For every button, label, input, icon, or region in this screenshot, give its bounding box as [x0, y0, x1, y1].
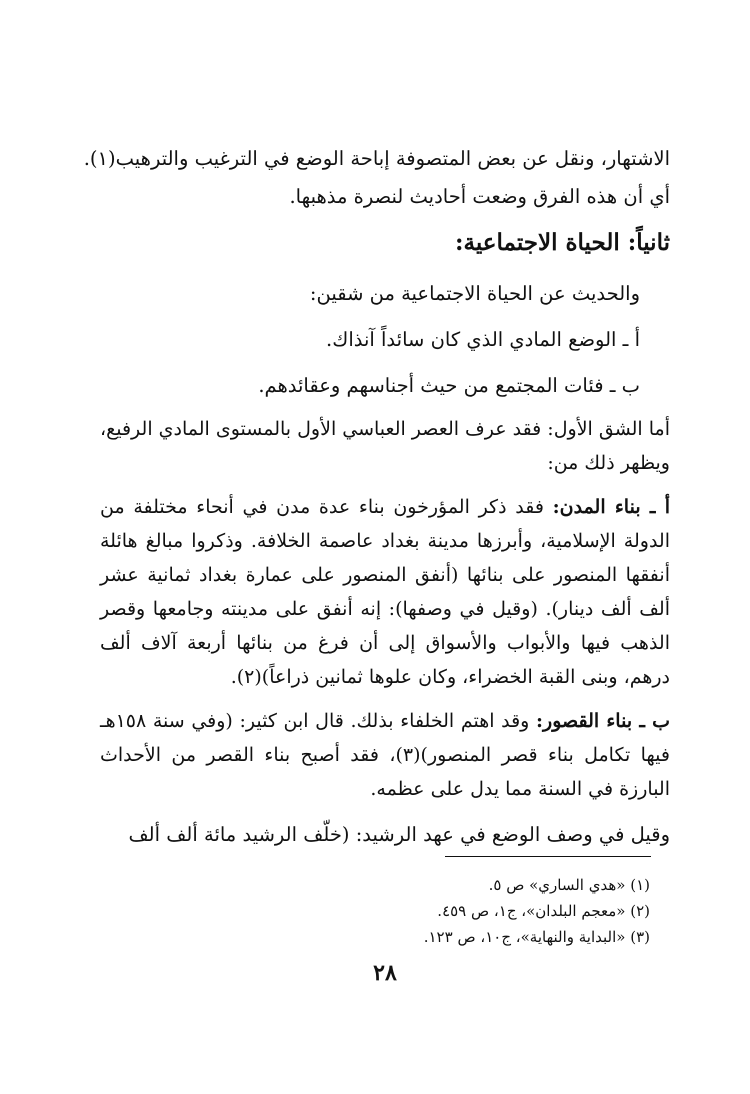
footnote-2: (٢) «معجم البلدان»، ج١، ص ٤٥٩. — [437, 902, 650, 920]
footnote-3: (٣) «البداية والنهاية»، ج١٠، ص ١٢٣. — [423, 928, 650, 946]
closing-line: وقيل في وصف الوضع في عهد الرشيد: (خلّف الرشيد مائة ألف ألف — [128, 823, 670, 846]
spacer — [100, 480, 670, 490]
intro-line-2: أي أن هذه الفرق وضعت أحاديث لنصرة مذهبها. — [289, 185, 670, 208]
item-b: ب ـ فئات المجتمع من حيث أجناسهم وعقائدهم. — [258, 374, 640, 397]
palaces-text: وقد اهتم الخلفاء بذلك. قال ابن كثير: (وفي سنة ١٥٨هـ فيها تكامل بناء قصر المنصور)(٣)، فقد أصبح بناء القصر من الأحداث البارزة في السنة مما يدل على عظمه. — [100, 710, 670, 800]
item-a: أ ـ الوضع المادي الذي كان سائداً آنذاك. — [326, 328, 640, 351]
footnote-1: (١) «هدي الساري» ص ٥. — [488, 876, 650, 894]
cities-text: فقد ذكر المؤرخون بناء عدة مدن في أنحاء مختلفة من الدولة الإسلامية، وأبرزها مدينة بغداد عاصمة الخلافة. وذكروا مبالغ هائلة أنفقها المنصور على بنائها (أنفق المنصور على عمارة بغداد ثمانية عشر ألف ألف دينار). (وقيل في وصفها): إنه أنفق على مدينته وجامعها وقصر الذهب فيها والأبواب والأسواق إلى أن فرغ من بنائها أربعة آلاف ألف درهم، وبنى القبة الخضراء، وكان علوها ثمانين ذراعاً)(٢). — [100, 496, 670, 688]
spacer — [100, 806, 670, 816]
footnotes — [250, 872, 650, 950]
page-body — [83, 140, 670, 854]
page-number: ٢٨ — [373, 960, 397, 986]
spacer — [100, 694, 670, 704]
intro-line-1: الاشتهار، ونقل عن بعض المتصوفة إباحة الوضع في الترغيب والترهيب(١). — [83, 147, 670, 170]
footnote-divider — [445, 856, 651, 857]
cities-lead: أ ـ بناء المدن: — [552, 496, 670, 518]
palaces-lead: ب ـ بناء القصور: — [536, 710, 670, 732]
section-heading: ثانياً: الحياة الاجتماعية: — [455, 229, 670, 256]
part-one-paragraph: أما الشق الأول: فقد عرف العصر العباسي الأول بالمستوى المادي الرفيع، ويظهر ذلك من: — [100, 418, 670, 474]
cities-paragraph — [100, 490, 670, 694]
section-intro: والحديث عن الحياة الاجتماعية من شقين: — [309, 282, 640, 305]
palaces-paragraph — [100, 704, 670, 806]
